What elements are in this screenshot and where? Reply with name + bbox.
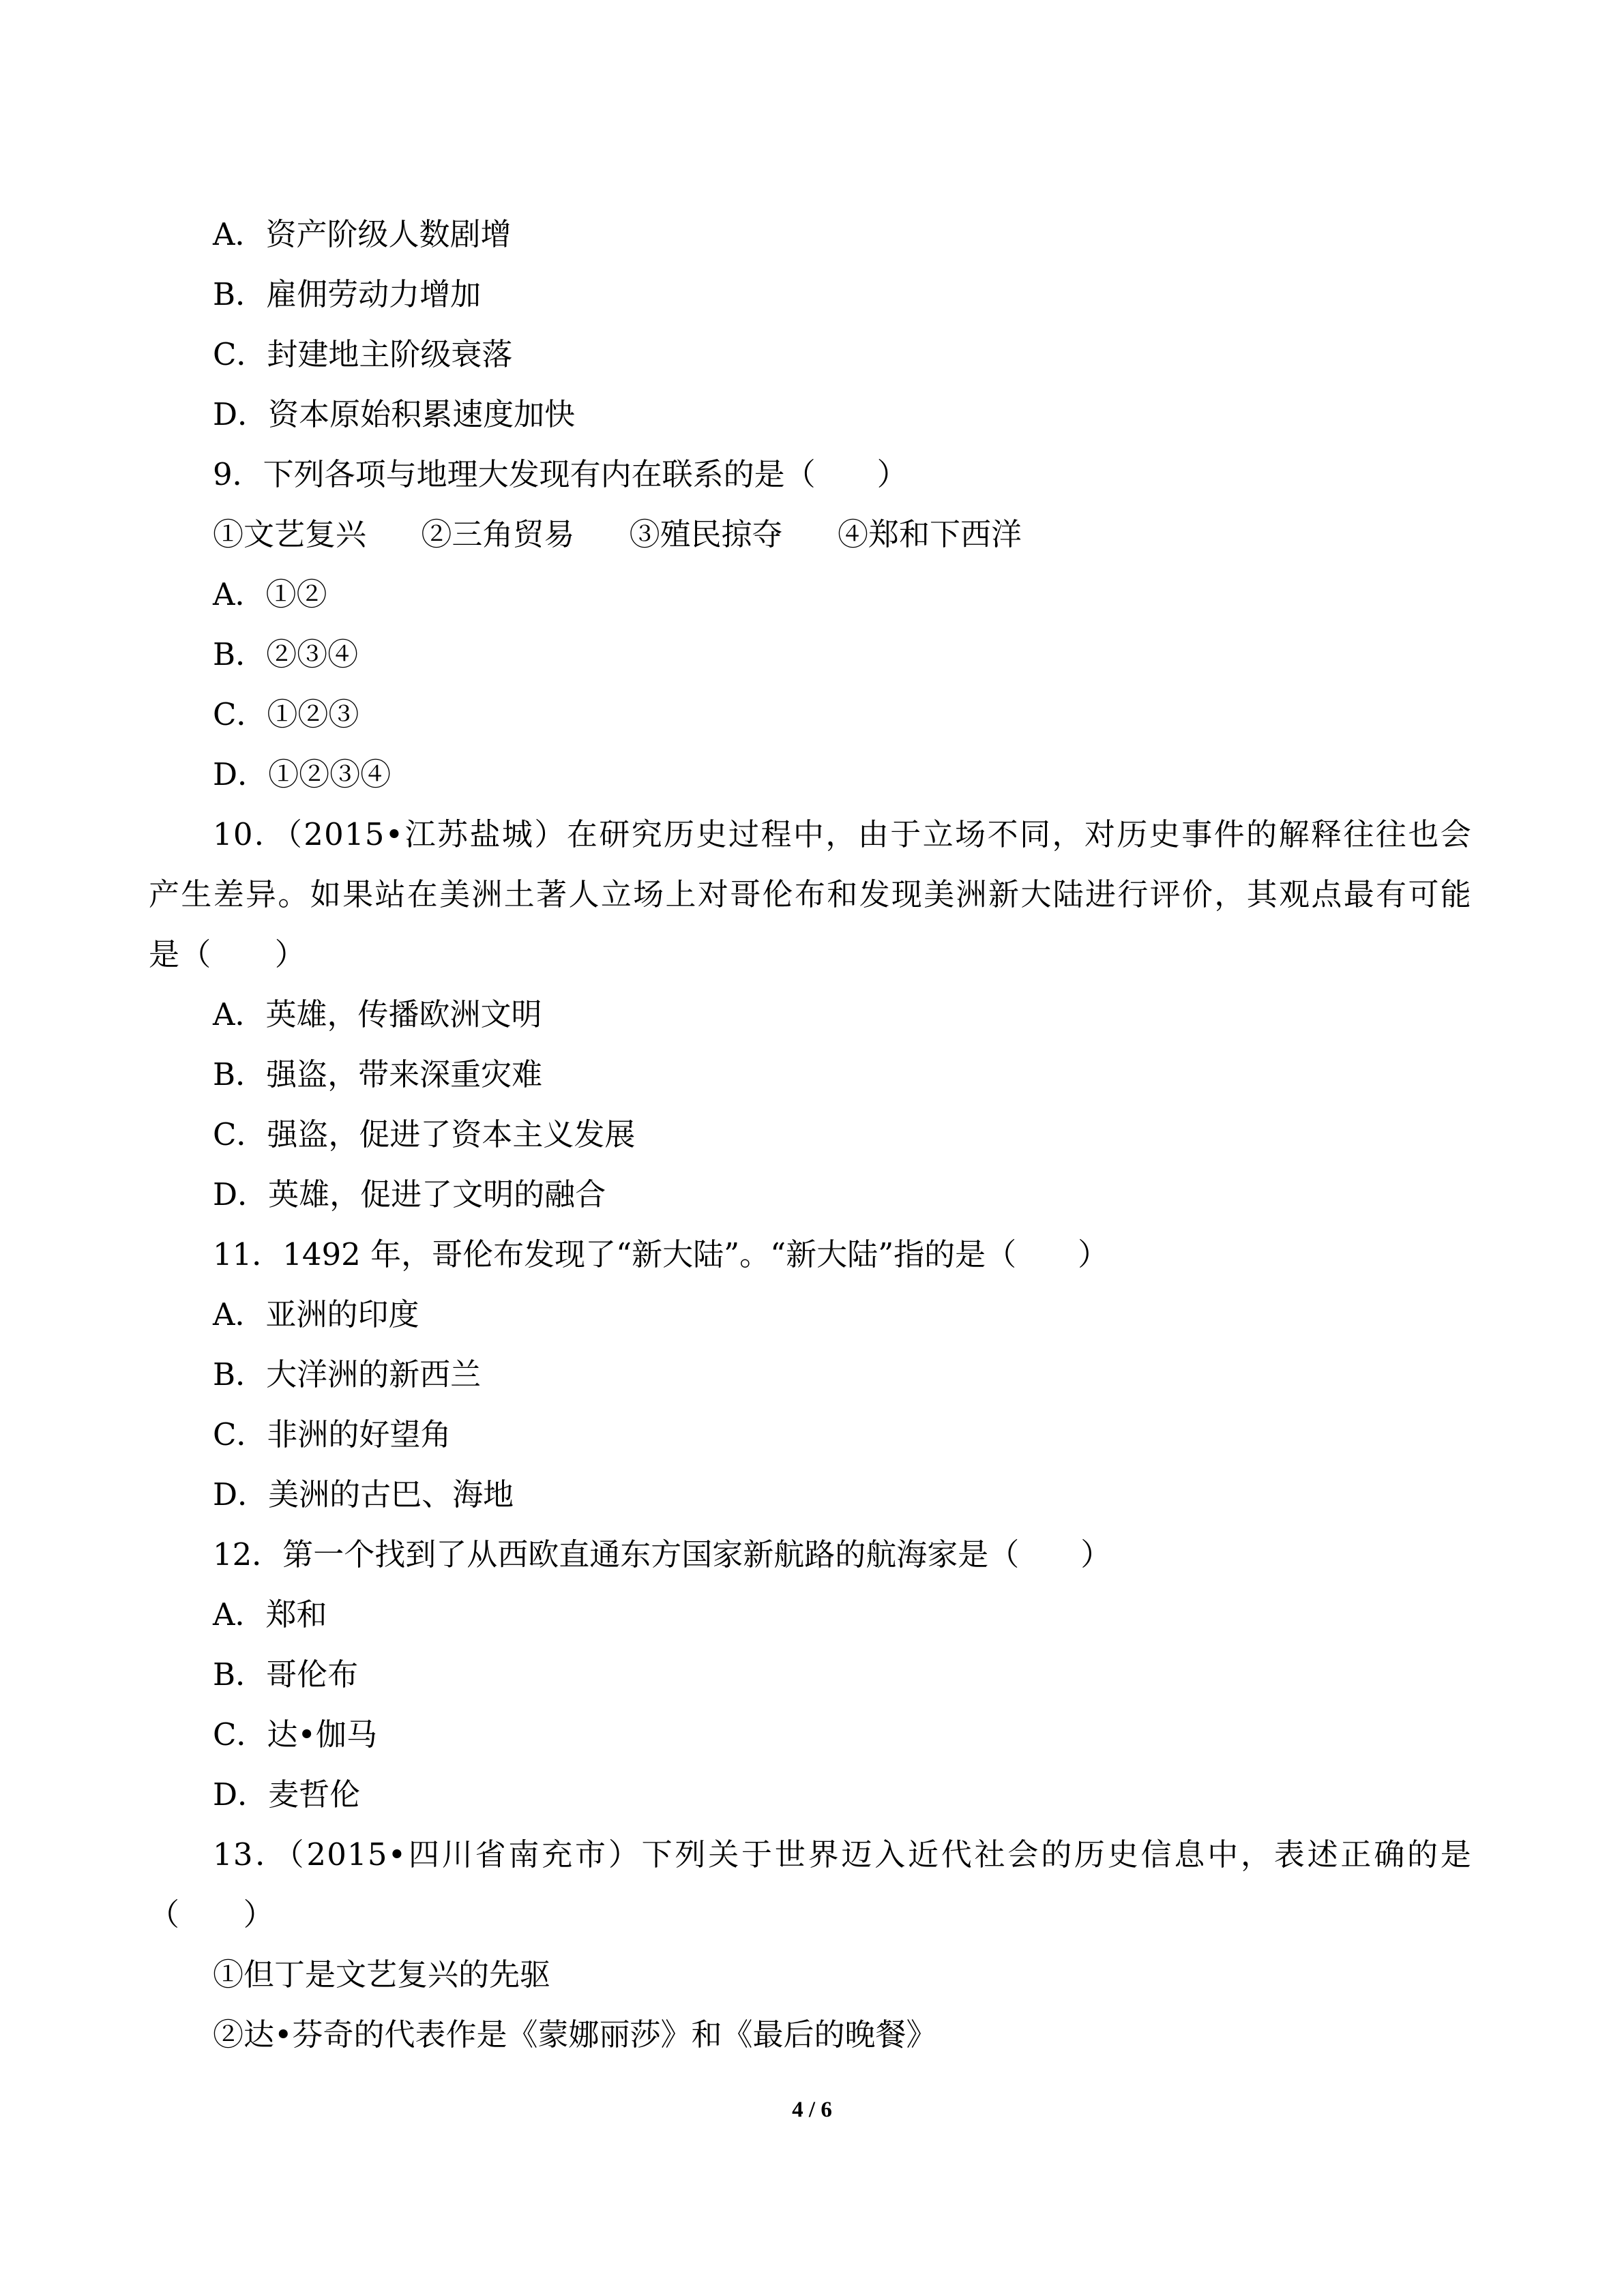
q8-option-d: D．资本原始积累速度加快 — [213, 396, 576, 432]
q12-option-b: B．哥伦布 — [213, 1656, 359, 1693]
q13-item-1: ①但丁是文艺复兴的先驱 — [213, 1956, 551, 1993]
q8-option-a: A．资产阶级人数剧增 — [213, 216, 512, 252]
q8-option-b: B．雇佣劳动力增加 — [213, 276, 482, 312]
q9-stem: 9．下列各项与地理大发现有内在联系的是（ ） — [213, 456, 908, 492]
q12-option-a: A．郑和 — [213, 1596, 327, 1632]
q13-item-2: ②达•芬奇的代表作是《蒙娜丽莎》和《最后的晚餐》 — [213, 2016, 937, 2053]
q9-choice-4: ④郑和下西洋 — [837, 516, 1022, 552]
q10-option-c: C．强盗，促进了资本主义发展 — [213, 1116, 636, 1152]
q11-option-c: C．非洲的好望角 — [213, 1416, 452, 1452]
q12-stem: 12．第一个找到了从西欧直通东方国家新航路的航海家是（ ） — [213, 1536, 1112, 1572]
q9-choice-3: ③殖民掠夺 — [629, 516, 783, 552]
q11-stem: 11．1492 年，哥伦布发现了“新大陆”。“新大陆”指的是（ ） — [213, 1236, 1109, 1272]
q9-choice-2: ②三角贸易 — [421, 516, 575, 552]
q12-option-c: C．达•伽马 — [213, 1716, 377, 1753]
q9-option-a: A．①② — [213, 576, 327, 612]
q11-option-d: D．美洲的古巴、海地 — [213, 1476, 514, 1512]
q11-option-a: A．亚洲的印度 — [213, 1296, 419, 1332]
q9-choice-1: ①文艺复兴 — [213, 516, 367, 552]
q9-choices — [149, 505, 1472, 565]
q12-option-d: D．麦哲伦 — [213, 1776, 361, 1813]
q10-option-b: B．强盗，带来深重灾难 — [213, 1056, 543, 1092]
q13-stem: 13．（2015•四川省南充市）下列关于世界迈入近代社会的历史信息中，表述正确的是（ ） — [149, 1836, 1472, 1933]
q10-option-a: A．英雄，传播欧洲文明 — [213, 996, 542, 1032]
page-content — [149, 205, 1472, 2065]
q8-option-c: C．封建地主阶级衰落 — [213, 336, 513, 372]
q9-option-b: B．②③④ — [213, 636, 359, 672]
q10-option-d: D．英雄，促进了文明的融合 — [213, 1176, 606, 1212]
q9-option-c: C．①②③ — [213, 696, 359, 732]
page-number: 4 / 6 — [792, 2098, 832, 2122]
q9-option-d: D．①②③④ — [213, 756, 392, 792]
q10-stem: 10．（2015•江苏盐城）在研究历史过程中，由于立场不同，对历史事件的解释往往也会产生差异。如果站在美洲土著人立场上对哥伦布和发现美洲新大陆进行评价，其观点最有可能是（ ） — [149, 816, 1472, 972]
q11-option-b: B．大洋洲的新西兰 — [213, 1356, 482, 1392]
